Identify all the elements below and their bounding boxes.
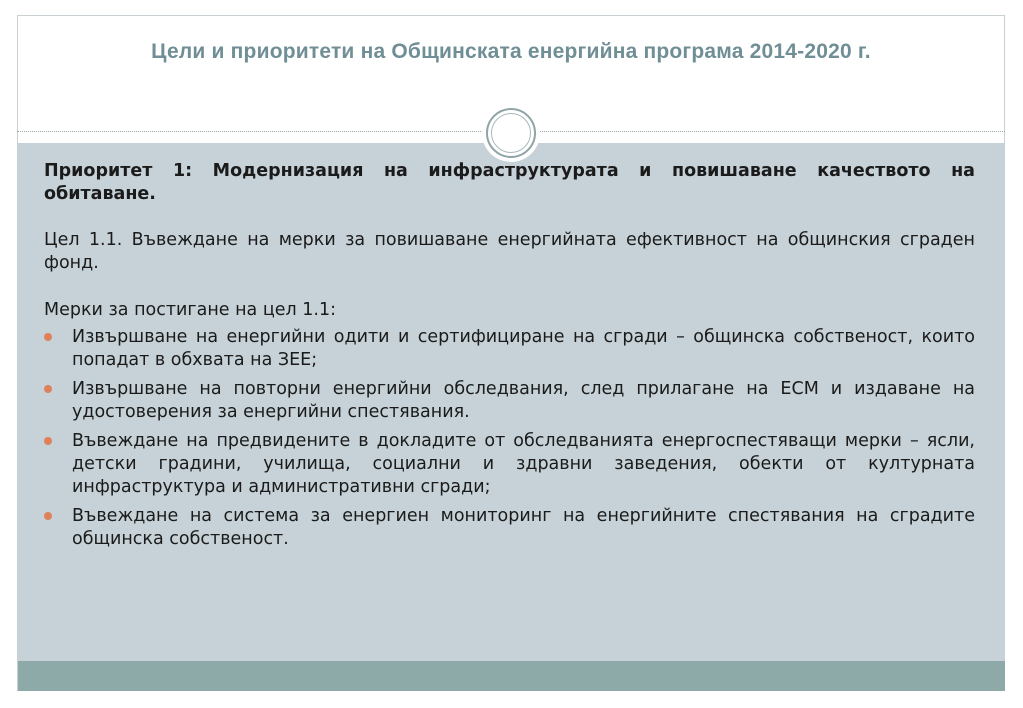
footer-bar: [18, 661, 1005, 691]
body-text: [44, 160, 975, 557]
slide-title: Цели и приоритети на Общинската енергийна програма 2014-2020 г.: [151, 40, 871, 63]
list-item: [44, 326, 975, 372]
circle-emblem-inner: [491, 113, 531, 153]
bullet-icon: [44, 333, 52, 341]
priority-heading: Приоритет 1: Модернизация на инфраструктурата и повишаване качеството на обитаване.: [44, 161, 975, 204]
list-item-text: Въвеждане на предвидените в докладите от обследванията енергоспестяващи мерки – ясли, детски градини, училища, социални и здравни заведения, обекти от културната инфраструктура и административни сгради;: [72, 431, 975, 497]
list-item: [44, 430, 975, 499]
goal-text: Цел 1.1. Въвеждане на мерки за повишаване енергийната ефективност на общинския сграден фонд.: [44, 230, 975, 273]
list-item: [44, 378, 975, 424]
measures-heading: Мерки за постигане на цел 1.1:: [44, 300, 336, 320]
measures-list: [44, 326, 975, 551]
bullet-icon: [44, 512, 52, 520]
list-item: [44, 505, 975, 551]
list-item-text: Въвеждане на система за енергиен мониторинг на енергийните спестявания на сградите общинска собственост.: [72, 506, 975, 549]
list-item-text: Извършване на повторни енергийни обследвания, след прилагане на ЕСМ и издаване на удостоверения за енергийни спестявания.: [72, 379, 975, 422]
bullet-icon: [44, 437, 52, 445]
list-item-text: Извършване на енергийни одити и сертифициране на сгради – общинска собственост, които попадат в обхвата на ЗЕЕ;: [72, 327, 975, 370]
bullet-icon: [44, 385, 52, 393]
